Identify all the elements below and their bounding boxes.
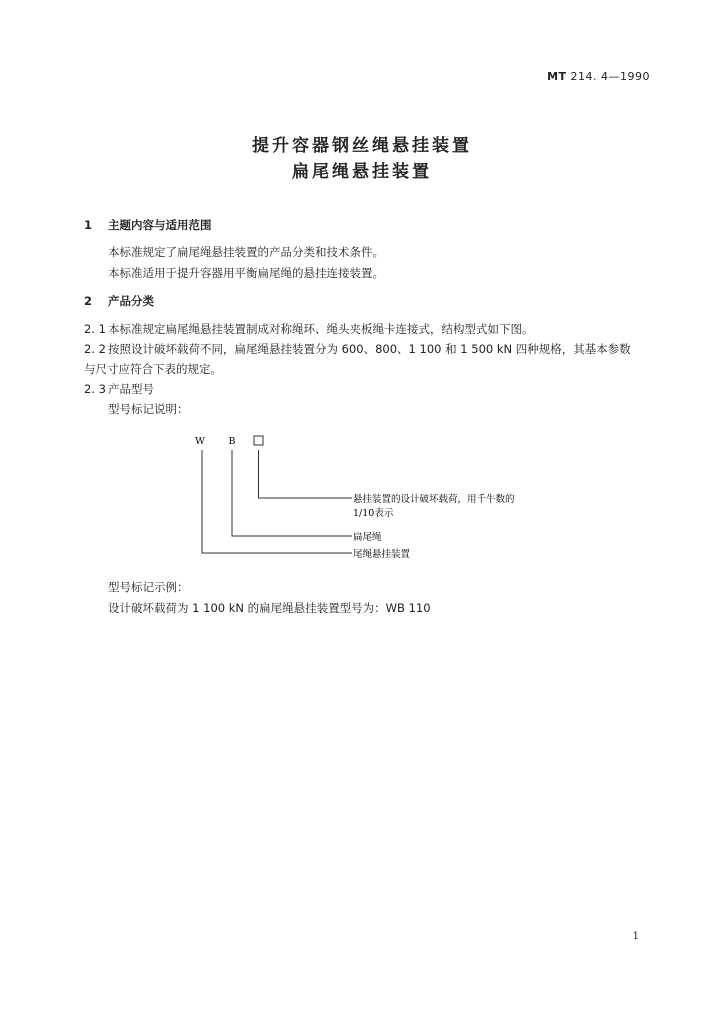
standard-prefix: MT <box>547 70 567 83</box>
clause-2-2 <box>84 341 631 357</box>
label-load-line-2: 1/10表示 <box>353 508 394 519</box>
example-text: 设计破坏载荷为 1 100 kN 的扁尾绳悬挂装置型号为：WB 110 <box>108 601 431 615</box>
example-heading: 型号标记示例： <box>108 580 189 594</box>
clause-2-3-number: 2. 3 <box>84 382 106 396</box>
code-b: B <box>228 436 236 447</box>
label-device: 尾绳悬挂装置 <box>353 549 411 560</box>
clause-2-2-text-line-1: 按照设计破坏载荷不同，扁尾绳悬挂装置分为 600、800、1 100 和 1 500 kN 四种规格，其基本参数 <box>108 342 631 356</box>
section-1-number: 1 <box>84 218 93 232</box>
clause-2-3-text: 产品型号 <box>108 382 154 396</box>
document-subtitle: 扁尾绳悬挂装置 <box>292 162 432 182</box>
clause-2-1 <box>84 321 534 337</box>
code-w: W <box>195 436 205 447</box>
clause-2-1-text: 本标准规定扁尾绳悬挂装置制成对称绳环、绳头夹板绳卡连接式，结构型式如下图。 <box>108 322 534 336</box>
section-1-paragraph-2: 本标准适用于提升容器用平衡扁尾绳的悬挂连接装置。 <box>108 266 384 280</box>
model-code-diagram <box>190 432 550 567</box>
section-2-number: 2 <box>84 294 93 308</box>
clause-2-2-text-line-2: 与尺寸应符合下表的规定。 <box>84 362 222 376</box>
clause-2-3 <box>84 381 154 397</box>
section-1-paragraph-1: 本标准规定了扁尾绳悬挂装置的产品分类和技术条件。 <box>108 245 384 259</box>
clause-2-2-number: 2. 2 <box>84 342 106 356</box>
section-2-heading <box>84 293 154 309</box>
clause-2-1-number: 2. 1 <box>84 322 106 336</box>
label-flat-rope: 扁尾绳 <box>353 532 382 543</box>
standard-code <box>547 70 650 83</box>
standard-number: 214. 4—1990 <box>566 70 650 83</box>
leader-line-load <box>259 450 353 498</box>
section-1-heading <box>84 217 212 233</box>
section-1-title: 主题内容与适用范围 <box>108 218 212 232</box>
page-number: 1 <box>632 931 639 942</box>
document-title: 提升容器钢丝绳悬挂装置 <box>252 136 472 156</box>
label-load-line-1: 悬挂装置的设计破坏载荷，用千牛数的 <box>353 494 515 505</box>
leader-line-flat-rope <box>232 450 352 536</box>
section-2-title: 产品分类 <box>108 294 154 308</box>
code-placeholder-box <box>254 436 263 445</box>
model-explanation-label: 型号标记说明： <box>108 402 189 416</box>
leader-line-device <box>202 450 352 553</box>
